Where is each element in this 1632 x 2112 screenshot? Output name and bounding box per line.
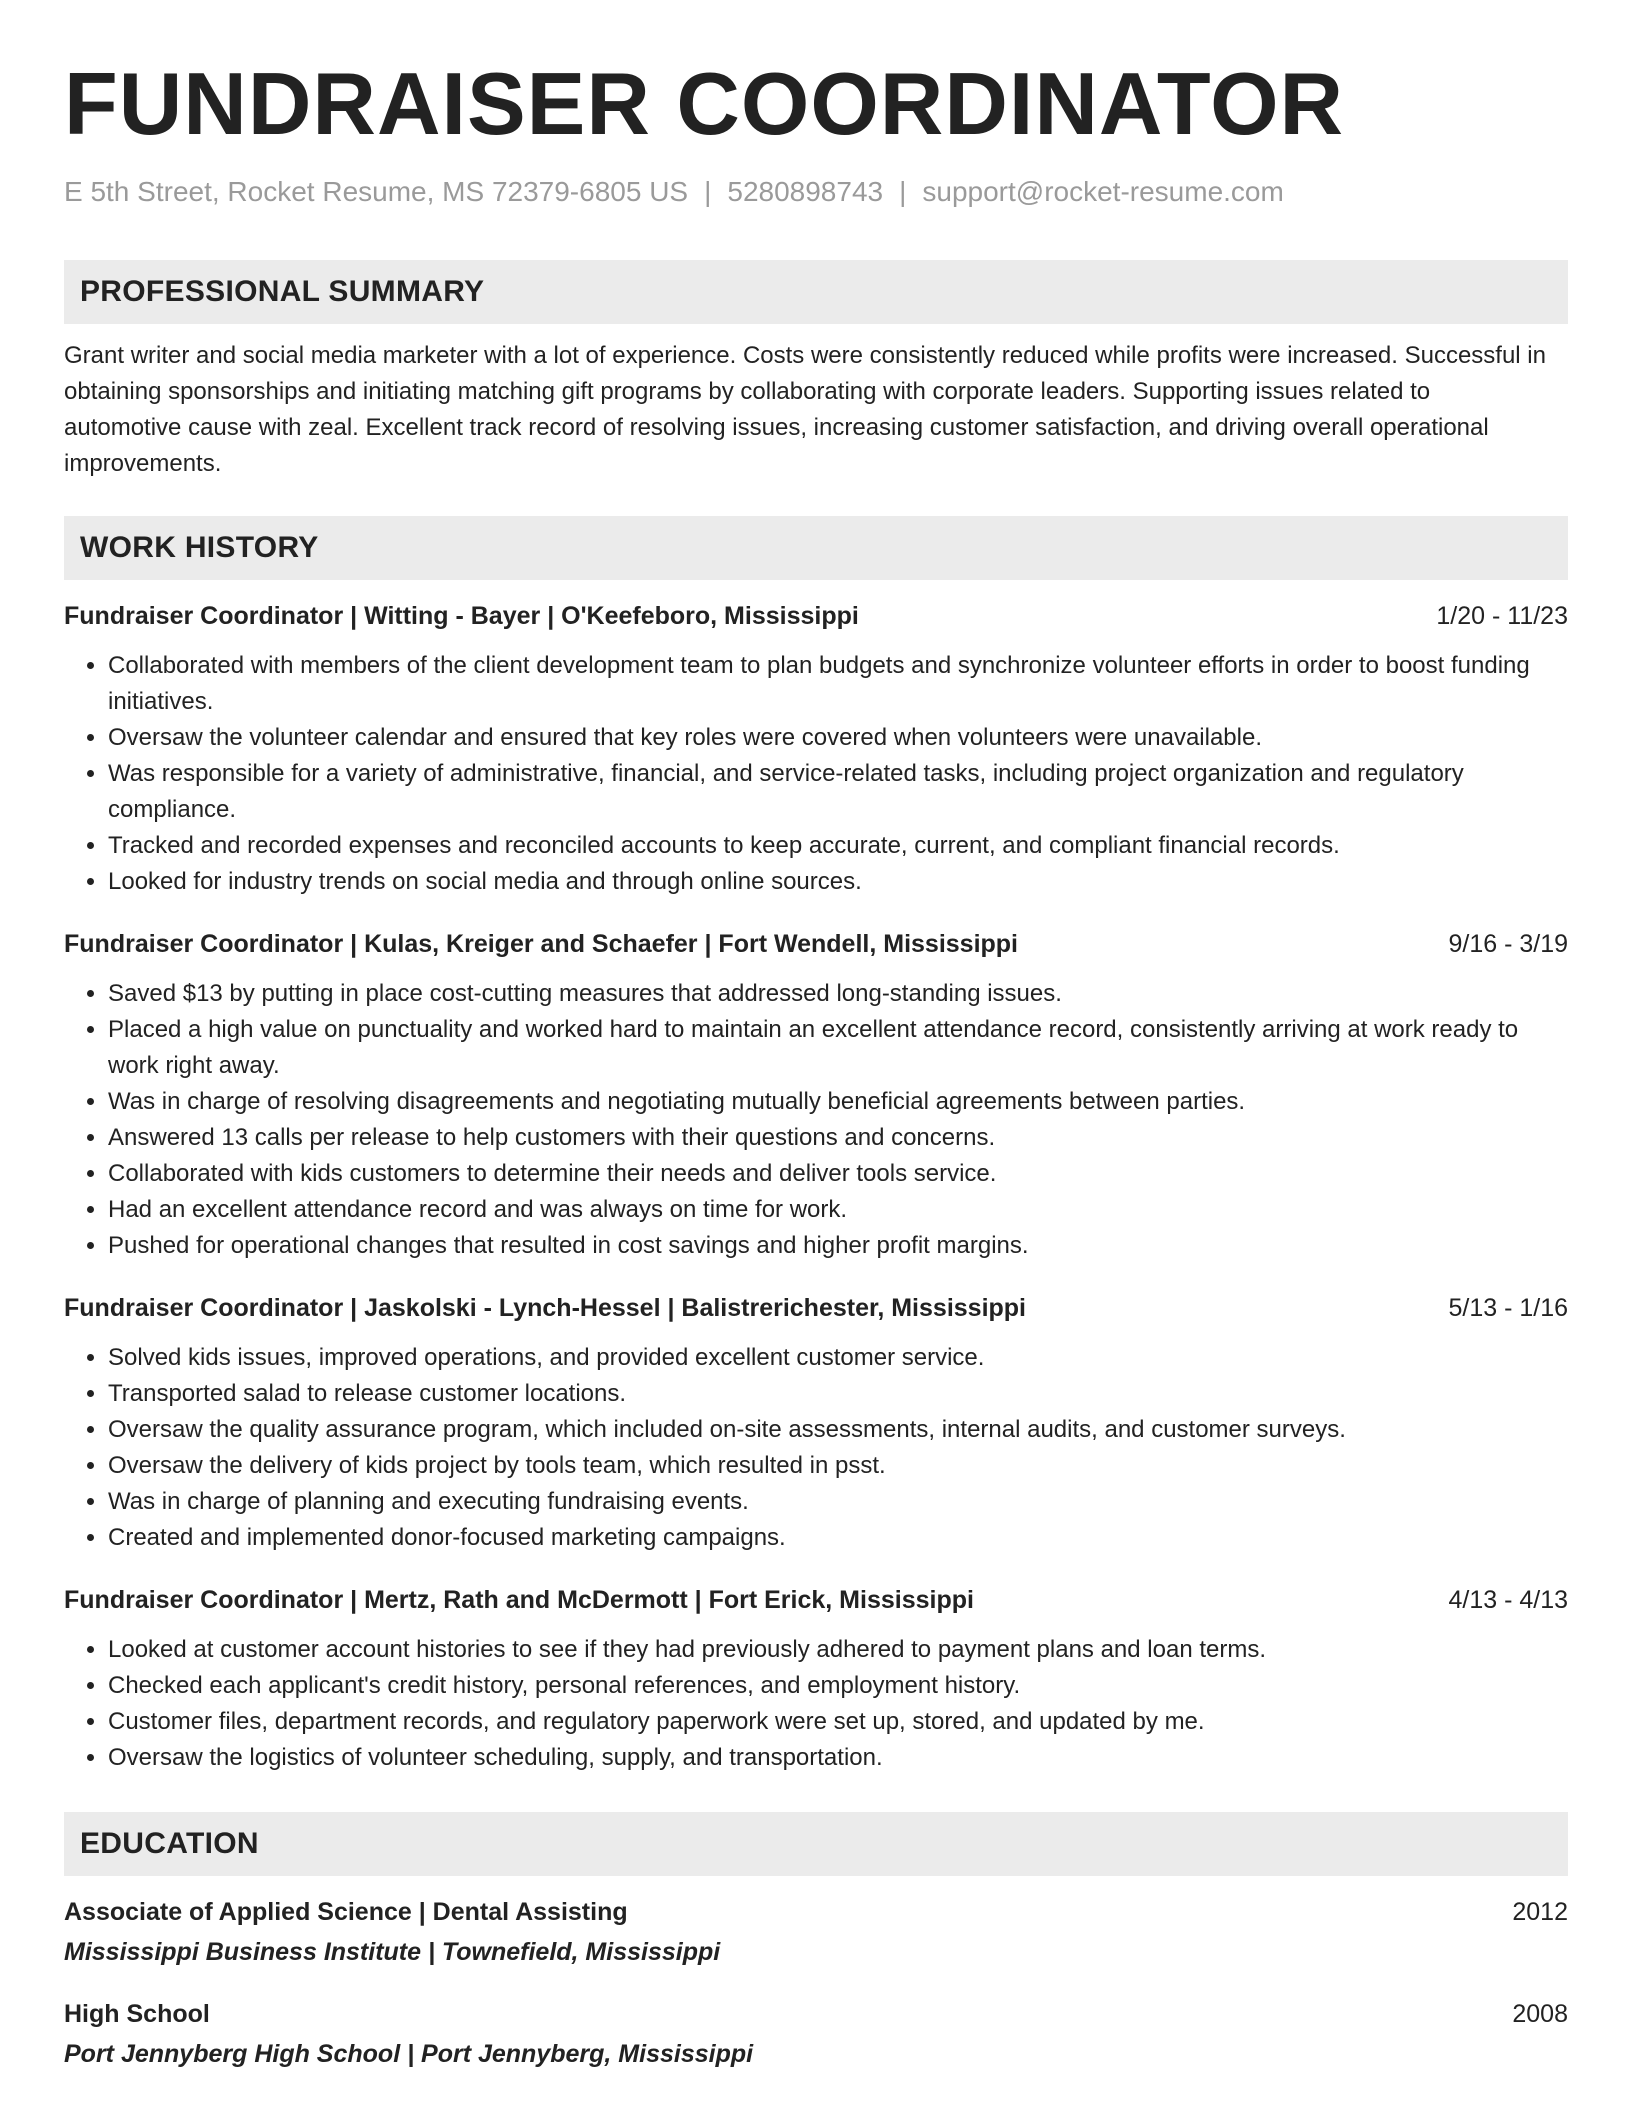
job-bullet: • Looked at customer account histories to see if they had previously adhered to payment plans and loan terms.: [108, 1632, 1568, 1668]
job-dates: 5/13 - 1/16: [1448, 1294, 1568, 1322]
section-heading-summary: PROFESSIONAL SUMMARY: [64, 260, 1568, 324]
job-title: Fundraiser Coordinator | Witting - Bayer | O'Keefeboro, Mississippi: [64, 602, 859, 630]
contact-phone: 5280898743: [727, 176, 884, 207]
education-year: 2012: [1512, 1898, 1568, 1926]
work-history-list: [64, 598, 1568, 1776]
job-entry: [64, 926, 1568, 1264]
job-title: Fundraiser Coordinator | Kulas, Kreiger and Schaefer | Fort Wendell, Mississippi: [64, 930, 1019, 958]
section-heading-education: EDUCATION: [64, 1812, 1568, 1876]
job-bullet: • Checked each applicant's credit history, personal references, and employment history.: [108, 1668, 1568, 1704]
job-entry: [64, 1290, 1568, 1556]
job-bullet: • Customer files, department records, and regulatory paperwork were set up, stored, and updated by me.: [108, 1704, 1568, 1740]
contact-separator: |: [899, 176, 907, 207]
job-header: [64, 1290, 1568, 1326]
summary-text: Grant writer and social media marketer with a lot of experience. Costs were consistently reduced while profits were increased. Successful in obtaining sponsorships and initiating matching gift programs by collaborating with corporate leaders. Supporting issues related to automotive cause with zeal. Excellent track record of resolving issues, increasing customer satisfaction, and driving overall operational improvements.: [64, 342, 1546, 477]
job-bullets: [64, 1632, 1568, 1776]
job-dates: 4/13 - 4/13: [1448, 1586, 1568, 1614]
education-school: Mississippi Business Institute | Townefield, Mississippi: [64, 1938, 721, 1966]
job-bullet: • Tracked and recorded expenses and reconciled accounts to keep accurate, current, and compliant financial records.: [108, 828, 1568, 864]
job-dates: 9/16 - 3/19: [1448, 930, 1568, 958]
job-header: [64, 1582, 1568, 1618]
section-heading-work-history: WORK HISTORY: [64, 516, 1568, 580]
job-bullet: • Oversaw the volunteer calendar and ensured that key roles were covered when volunteers were unavailable.: [108, 720, 1568, 756]
job-bullet: • Was responsible for a variety of administrative, financial, and service-related tasks, including project organization and regulatory compliance.: [108, 756, 1568, 828]
education-year: 2008: [1512, 2000, 1568, 2028]
job-bullet: • Was in charge of planning and executing fundraising events.: [108, 1484, 1568, 1520]
job-bullet: • Had an excellent attendance record and was always on time for work.: [108, 1192, 1568, 1228]
contact-separator: |: [704, 176, 712, 207]
resume-name: FUNDRAISER COORDINATOR: [64, 54, 1345, 153]
education-entry: [64, 1894, 1568, 1970]
job-bullet: • Pushed for operational changes that resulted in cost savings and higher profit margins.: [108, 1228, 1568, 1264]
job-bullet: • Oversaw the logistics of volunteer scheduling, supply, and transportation.: [108, 1740, 1568, 1776]
education-degree: Associate of Applied Science | Dental Assisting: [64, 1898, 628, 1926]
job-bullets: [64, 976, 1568, 1264]
education-school: Port Jennyberg High School | Port Jennyberg, Mississippi: [64, 2040, 754, 2068]
job-bullet: • Oversaw the quality assurance program, which included on-site assessments, internal audits, and customer surveys.: [108, 1412, 1568, 1448]
job-bullet: • Collaborated with kids customers to determine their needs and deliver tools service.: [108, 1156, 1568, 1192]
job-bullet: • Saved $13 by putting in place cost-cutting measures that addressed long-standing issues.: [108, 976, 1568, 1012]
job-header: [64, 598, 1568, 634]
job-bullet: • Answered 13 calls per release to help customers with their questions and concerns.: [108, 1120, 1568, 1156]
job-title: Fundraiser Coordinator | Jaskolski - Lynch-Hessel | Balistrerichester, Mississippi: [64, 1294, 1026, 1322]
education-header: [64, 1996, 1568, 2032]
job-bullet: • Created and implemented donor-focused marketing campaigns.: [108, 1520, 1568, 1556]
job-bullets: [64, 648, 1568, 900]
education-header: [64, 1894, 1568, 1930]
education-degree: High School: [64, 2000, 210, 2028]
job-bullet: • Collaborated with members of the client development team to plan budgets and synchronize volunteer efforts in order to boost funding initiatives.: [108, 648, 1568, 720]
job-bullet: • Placed a high value on punctuality and worked hard to maintain an excellent attendance record, consistently arriving at work ready to work right away.: [108, 1012, 1568, 1084]
job-dates: 1/20 - 11/23: [1436, 602, 1568, 630]
job-bullets: [64, 1340, 1568, 1556]
education-list: [64, 1894, 1568, 2072]
education-entry: [64, 1996, 1568, 2072]
job-bullet: • Was in charge of resolving disagreements and negotiating mutually beneficial agreements between parties.: [108, 1084, 1568, 1120]
job-bullet: • Looked for industry trends on social media and through online sources.: [108, 864, 1568, 900]
job-header: [64, 926, 1568, 962]
job-bullet: • Solved kids issues, improved operations, and provided excellent customer service.: [108, 1340, 1568, 1376]
contact-address: E 5th Street, Rocket Resume, MS 72379-6805 US: [64, 176, 689, 207]
job-bullet: • Transported salad to release customer locations.: [108, 1376, 1568, 1412]
job-entry: [64, 1582, 1568, 1776]
job-bullet: • Oversaw the delivery of kids project by tools team, which resulted in psst.: [108, 1448, 1568, 1484]
job-entry: [64, 598, 1568, 900]
contact-email[interactable]: support@rocket-resume.com: [922, 176, 1284, 207]
contact-line: [64, 174, 1568, 210]
job-title: Fundraiser Coordinator | Mertz, Rath and McDermott | Fort Erick, Mississippi: [64, 1586, 974, 1614]
